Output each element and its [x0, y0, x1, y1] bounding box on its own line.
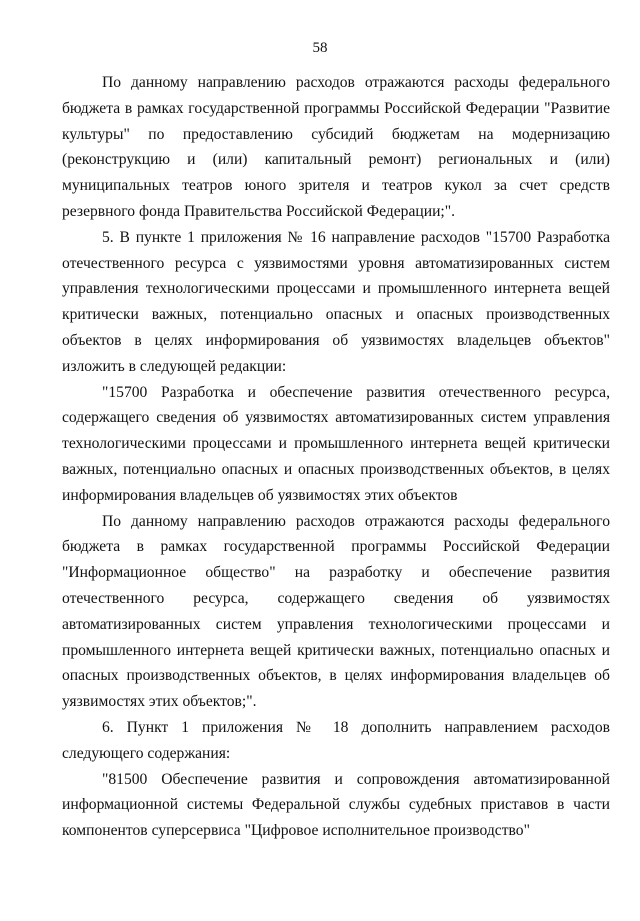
page-number: 58 — [312, 40, 328, 56]
paragraph-expense-description-culture: По данному направлению расходов отражаются расходы федерального бюджета в рамках государственной программы Российской Федерации "Развитие культуры" по предоставлению субсидий бюджетам на модернизацию (реконструкцию и (или) капитальный ремонт) региональных и (или) муниципальных театров юного зрителя и театров кукол за счет средств резервного фонда Правительства Российской Федерации;". — [62, 74, 610, 220]
paragraph-item-5: 5. В пункте 1 приложения № 16 направление расходов "15700 Разработка отечественного ресурса с уязвимостями уровня автоматизированных систем управления технологическими процессами и промышленного интернета вещей критически важных, потенциально опасных и опасных производственных объектов в целях информирования об уязвимостях владельцев объектов" изложить в следующей редакции: — [62, 228, 610, 375]
paragraph-item-6: 6. Пункт 1 приложения № 18 дополнить направлением расходов следующего содержания: — [62, 718, 610, 762]
paragraph-81500: "81500 Обеспечение развития и сопровождения автоматизированной информационной системы Федеральной службы судебных приставов в части компонентов суперсервиса "Цифровое исполнительное производство" — [62, 770, 610, 840]
document-body — [62, 70, 610, 844]
paragraph-15700-new-wording: "15700 Разработка и обеспечение развития отечественного ресурса, содержащего сведения об уязвимостях автоматизированных систем управления технологическими процессами и промышленного интернета вещей критически важных, потенциально опасных и опасных производственных объектов, в целях информирования владельцев об уязвимостях этих объектов — [62, 383, 610, 504]
paragraph-expense-description-information-society: По данному направлению расходов отражаются расходы федерального бюджета в рамках государственной программы Российской Федерации "Информационное общество" на разработку и обеспечение развития отечественного ресурса, содержащего сведения об уязвимостях автоматизированных систем управления технологическими процессами и промышленного интернета вещей критически важных, потенциально опасных и опасных производственных объектов, в целях информирования владельцев об уязвимостях этих объектов;". — [62, 512, 610, 711]
